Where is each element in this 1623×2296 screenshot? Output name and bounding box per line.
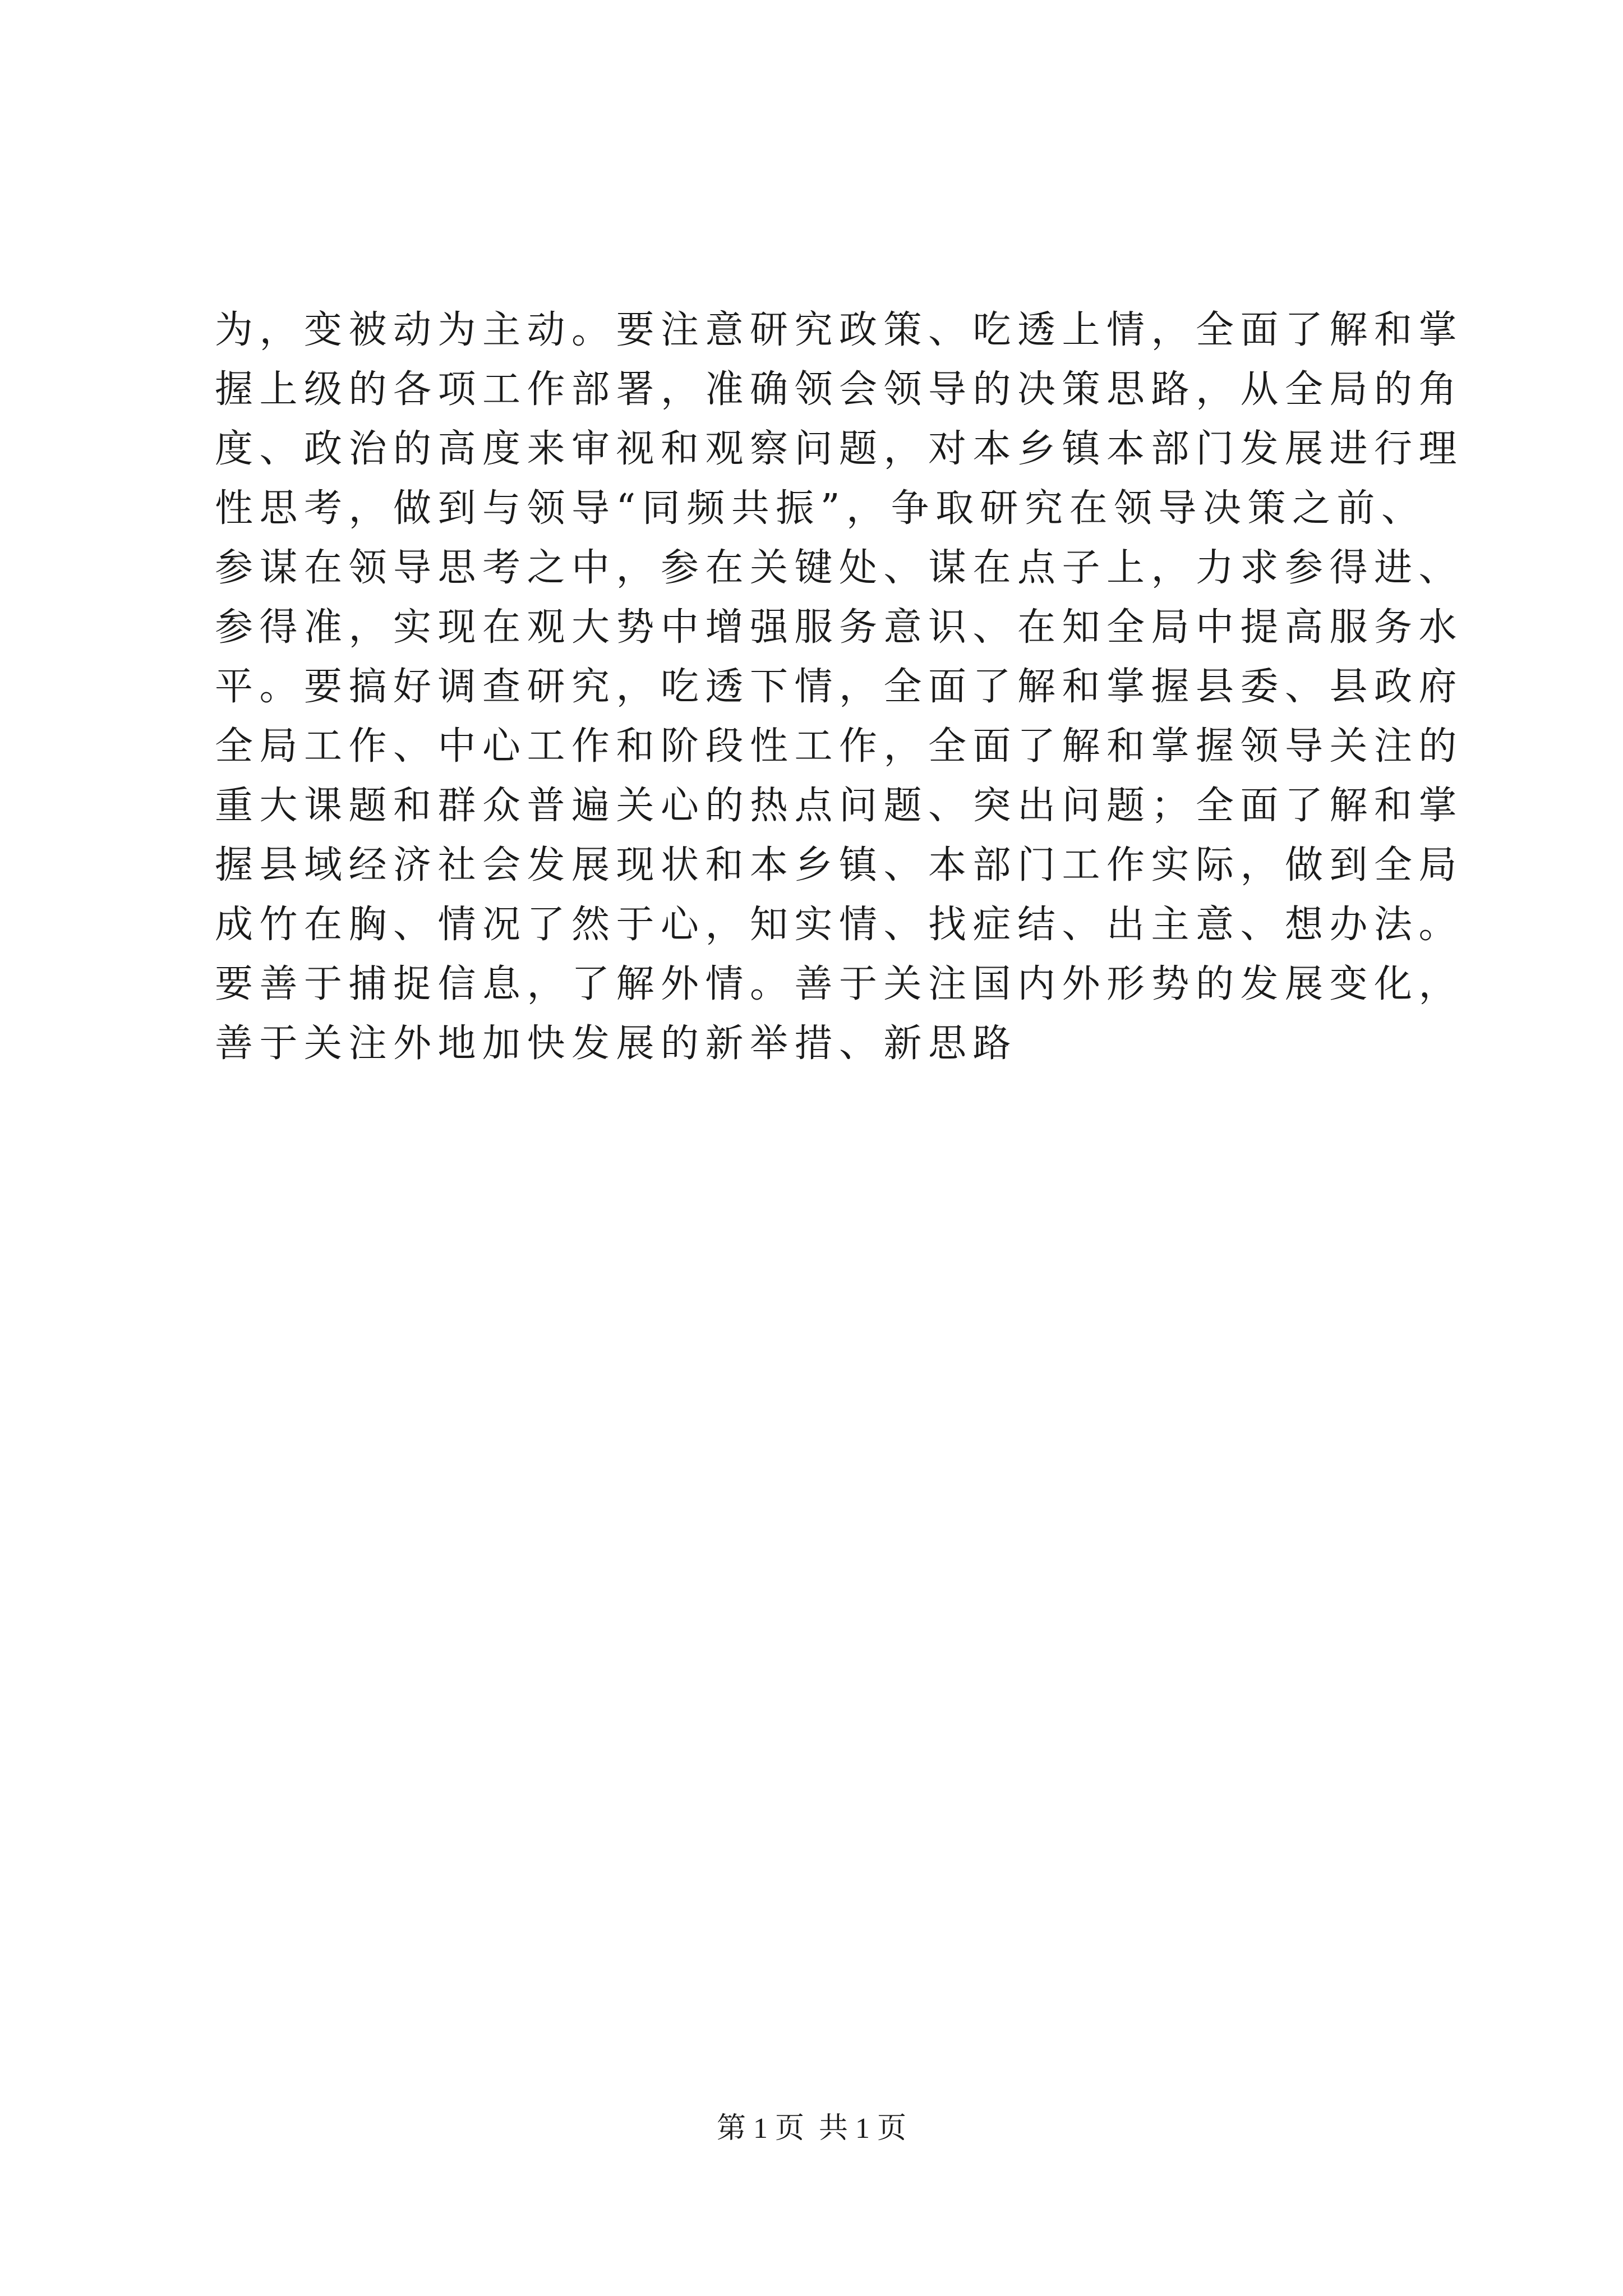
text-line: 善于关注外地加快发展的新举措、新思路 (215, 1022, 1018, 1066)
text-line: 平。要搞好调查研究，吃透下情，全面了解和掌握县委、县政府 (215, 665, 1464, 709)
text-line: 全局工作、中心工作和阶段性工作，全面了解和掌握领导关注的 (215, 724, 1464, 769)
text-line: 度、政治的高度来审视和观察问题，对本乡镇本部门发展进行理 (215, 427, 1464, 471)
text-line: 重大课题和群众普遍关心的热点问题、突出问题；全面了解和掌 (215, 784, 1464, 828)
text-line: 参谋在领导思考之中，参在关键处、谋在点子上，力求参得进、 (215, 546, 1464, 590)
text-line: 成竹在胸、情况了然于心，知实情、找症结、出主意、想办法。 (215, 903, 1464, 947)
text-line: 参得准，实现在观大势中增强服务意识、在知全局中提高服务水 (215, 605, 1464, 650)
page-number-footer: 第 1 页 共 1 页 (716, 2113, 906, 2145)
body-paragraph (215, 301, 1464, 1074)
text-line: 为，变被动为主动。要注意研究政策、吃透上情，全面了解和掌 (215, 308, 1464, 352)
text-line: 握上级的各项工作部署，准确领会领导的决策思路，从全局的角 (215, 367, 1464, 412)
text-line: 握县域经济社会发展现状和本乡镇、本部门工作实际，做到全局 (215, 843, 1464, 887)
text-line: 性思考，做到与领导“同频共振”，争取研究在领导决策之前、 (215, 486, 1426, 531)
text-line: 要善于捕捉信息，了解外情。善于关注国内外形势的发展变化， (215, 962, 1464, 1006)
